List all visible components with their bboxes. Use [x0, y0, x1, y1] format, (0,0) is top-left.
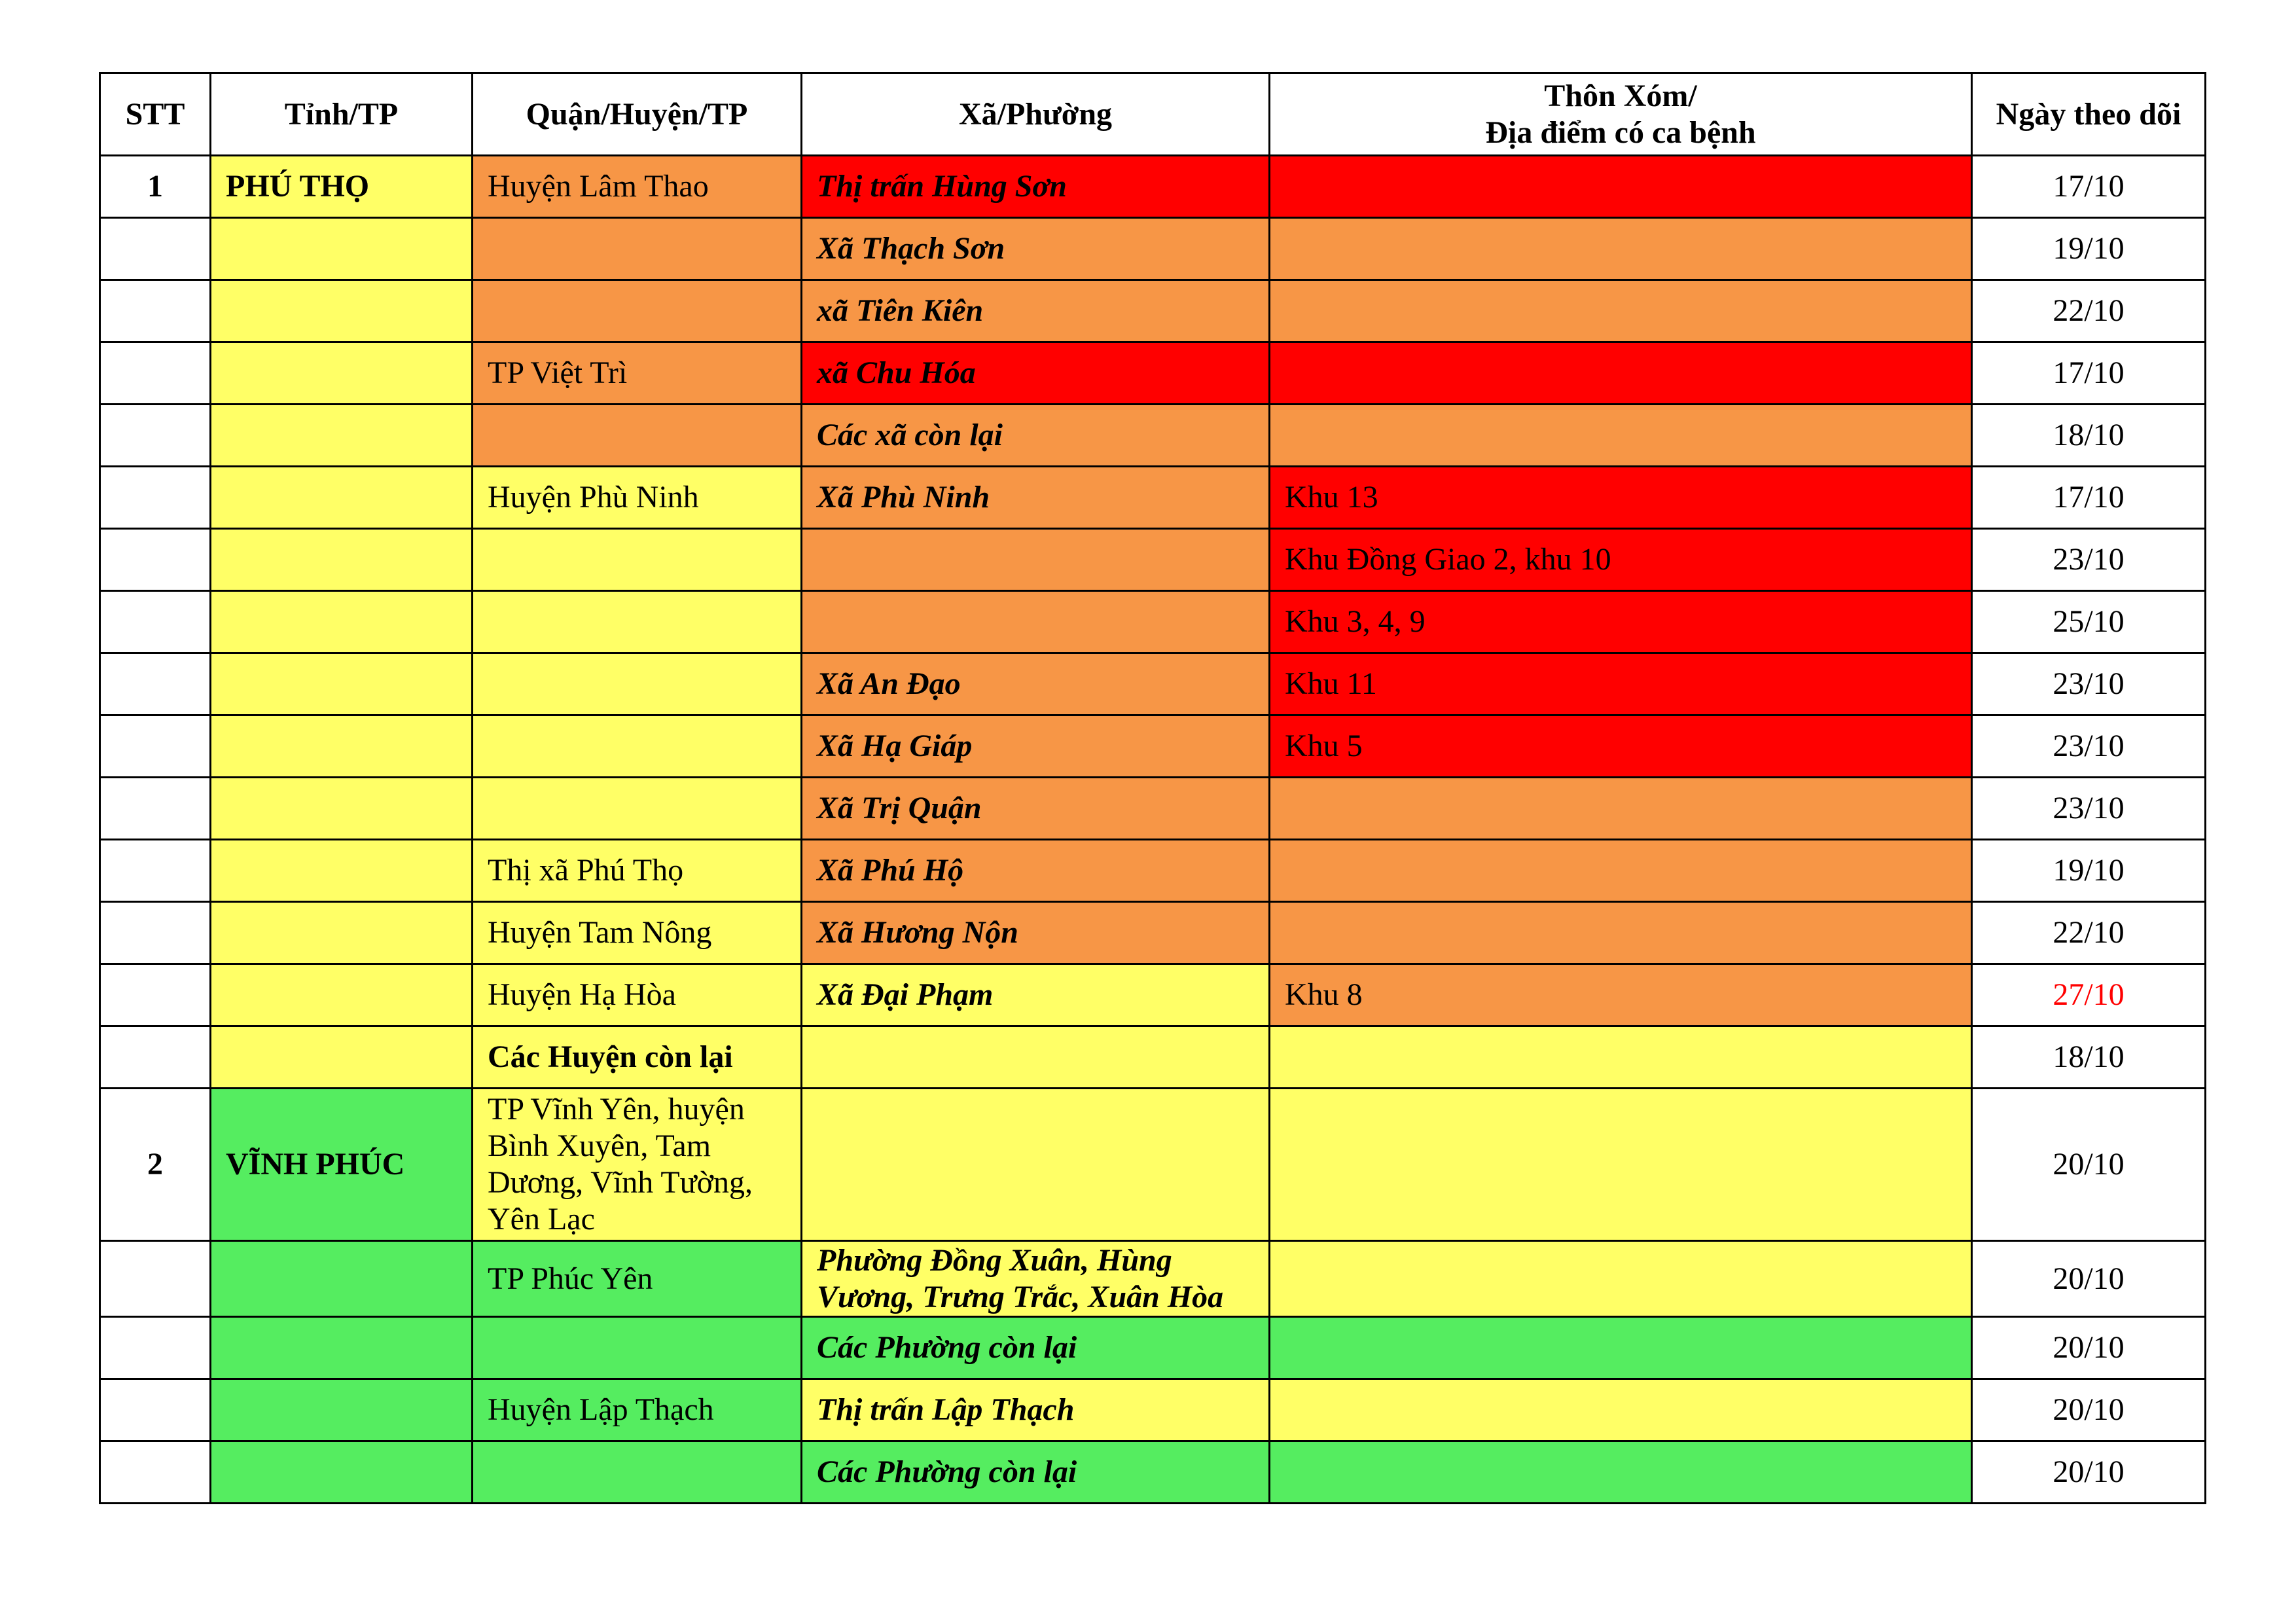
cell-date: 20/10 — [1972, 1441, 2206, 1504]
cell-province — [211, 715, 473, 778]
header-date: Ngày theo dõi — [1972, 73, 2206, 156]
cell-date: 20/10 — [1972, 1089, 2206, 1241]
cell-date: 19/10 — [1972, 218, 2206, 280]
cell-stt — [100, 715, 211, 778]
table-row — [100, 964, 2206, 1026]
header-ward: Xã/Phường — [802, 73, 1270, 156]
cell-province — [211, 778, 473, 840]
cell-district — [473, 280, 802, 342]
cell-stt — [100, 405, 211, 467]
cell-hamlet: Khu Đồng Giao 2, khu 10 — [1270, 529, 1972, 591]
cell-province — [211, 1026, 473, 1089]
cell-province — [211, 840, 473, 902]
cell-province — [211, 1317, 473, 1379]
cell-date: 19/10 — [1972, 840, 2206, 902]
cell-district — [473, 218, 802, 280]
cell-ward: Xã Thạch Sơn — [802, 218, 1270, 280]
cell-ward: Các xã còn lại — [802, 405, 1270, 467]
cell-hamlet — [1270, 1379, 1972, 1441]
cell-district: TP Việt Trì — [473, 342, 802, 405]
cell-ward — [802, 591, 1270, 653]
cell-ward — [802, 529, 1270, 591]
tracking-table — [99, 72, 2206, 1504]
cell-ward: Xã Phú Hộ — [802, 840, 1270, 902]
cell-stt — [100, 280, 211, 342]
cell-stt — [100, 964, 211, 1026]
cell-district: Huyện Hạ Hòa — [473, 964, 802, 1026]
cell-hamlet — [1270, 1089, 1972, 1241]
cell-ward: Xã An Đạo — [802, 653, 1270, 715]
cell-stt — [100, 1026, 211, 1089]
cell-province — [211, 964, 473, 1026]
header-row — [100, 73, 2206, 156]
cell-district: Huyện Lâm Thao — [473, 156, 802, 218]
cell-hamlet — [1270, 218, 1972, 280]
cell-province — [211, 1441, 473, 1504]
cell-district: Huyện Lập Thạch — [473, 1379, 802, 1441]
cell-stt: 1 — [100, 156, 211, 218]
cell-ward: Xã Hương Nộn — [802, 902, 1270, 964]
cell-hamlet — [1270, 1317, 1972, 1379]
cell-ward: Xã Phù Ninh — [802, 467, 1270, 529]
cell-hamlet — [1270, 342, 1972, 405]
cell-hamlet — [1270, 902, 1972, 964]
cell-date: 22/10 — [1972, 902, 2206, 964]
cell-district — [473, 653, 802, 715]
cell-date: 18/10 — [1972, 1026, 2206, 1089]
table-row — [100, 1441, 2206, 1504]
cell-hamlet — [1270, 1441, 1972, 1504]
cell-district — [473, 1441, 802, 1504]
cell-ward: Các Phường còn lại — [802, 1317, 1270, 1379]
cell-ward: Xã Hạ Giáp — [802, 715, 1270, 778]
cell-date: 23/10 — [1972, 529, 2206, 591]
cell-province — [211, 342, 473, 405]
cell-district — [473, 405, 802, 467]
cell-ward: Các Phường còn lại — [802, 1441, 1270, 1504]
cell-district — [473, 529, 802, 591]
table-row — [100, 529, 2206, 591]
table-row — [100, 653, 2206, 715]
cell-ward: xã Chu Hóa — [802, 342, 1270, 405]
cell-stt — [100, 902, 211, 964]
cell-stt — [100, 653, 211, 715]
cell-hamlet — [1270, 156, 1972, 218]
cell-district: Các Huyện còn lại — [473, 1026, 802, 1089]
cell-province — [211, 280, 473, 342]
cell-stt — [100, 1441, 211, 1504]
cell-ward: xã Tiên Kiên — [802, 280, 1270, 342]
cell-district: Huyện Tam Nông — [473, 902, 802, 964]
cell-province — [211, 405, 473, 467]
cell-ward: Thị trấn Hùng Sơn — [802, 156, 1270, 218]
table-row — [100, 1241, 2206, 1317]
cell-date: 25/10 — [1972, 591, 2206, 653]
cell-hamlet — [1270, 280, 1972, 342]
cell-district: TP Phúc Yên — [473, 1241, 802, 1317]
cell-province — [211, 1241, 473, 1317]
table-row — [100, 1379, 2206, 1441]
cell-hamlet: Khu 3, 4, 9 — [1270, 591, 1972, 653]
cell-district — [473, 591, 802, 653]
cell-province: PHÚ THỌ — [211, 156, 473, 218]
table-row — [100, 902, 2206, 964]
cell-stt — [100, 467, 211, 529]
cell-district — [473, 715, 802, 778]
cell-province — [211, 218, 473, 280]
cell-date: 20/10 — [1972, 1379, 2206, 1441]
cell-date: 23/10 — [1972, 778, 2206, 840]
cell-district — [473, 778, 802, 840]
cell-stt — [100, 778, 211, 840]
cell-hamlet: Khu 13 — [1270, 467, 1972, 529]
table-row — [100, 1317, 2206, 1379]
cell-date: 23/10 — [1972, 653, 2206, 715]
cell-province — [211, 467, 473, 529]
cell-province — [211, 653, 473, 715]
cell-ward: Xã Đại Phạm — [802, 964, 1270, 1026]
cell-province — [211, 591, 473, 653]
cell-stt — [100, 529, 211, 591]
header-province: Tỉnh/TP — [211, 73, 473, 156]
cell-hamlet: Khu 5 — [1270, 715, 1972, 778]
cell-date: 22/10 — [1972, 280, 2206, 342]
cell-date: 27/10 — [1972, 964, 2206, 1026]
table-row — [100, 1089, 2206, 1241]
table-row — [100, 778, 2206, 840]
cell-district — [473, 1317, 802, 1379]
cell-hamlet: Khu 8 — [1270, 964, 1972, 1026]
cell-hamlet — [1270, 840, 1972, 902]
cell-date: 17/10 — [1972, 342, 2206, 405]
cell-province — [211, 1379, 473, 1441]
table-row — [100, 840, 2206, 902]
header-district: Quận/Huyện/TP — [473, 73, 802, 156]
cell-stt: 2 — [100, 1089, 211, 1241]
cell-date: 20/10 — [1972, 1241, 2206, 1317]
cell-province: VĨNH PHÚC — [211, 1089, 473, 1241]
cell-stt — [100, 840, 211, 902]
cell-ward: Xã Trị Quận — [802, 778, 1270, 840]
cell-ward: Thị trấn Lập Thạch — [802, 1379, 1270, 1441]
cell-stt — [100, 218, 211, 280]
table-row — [100, 467, 2206, 529]
cell-stt — [100, 1317, 211, 1379]
cell-ward — [802, 1026, 1270, 1089]
cell-stt — [100, 1241, 211, 1317]
cell-date: 18/10 — [1972, 405, 2206, 467]
cell-hamlet — [1270, 778, 1972, 840]
cell-district: TP Vĩnh Yên, huyện Bình Xuyên, Tam Dương, Vĩnh Tường, Yên Lạc — [473, 1089, 802, 1241]
cell-hamlet — [1270, 1241, 1972, 1317]
table-row — [100, 280, 2206, 342]
cell-stt — [100, 591, 211, 653]
cell-date: 17/10 — [1972, 467, 2206, 529]
table-row — [100, 218, 2206, 280]
cell-date: 20/10 — [1972, 1317, 2206, 1379]
table-row — [100, 591, 2206, 653]
cell-date: 23/10 — [1972, 715, 2206, 778]
table-row — [100, 1026, 2206, 1089]
header-hamlet-line1: Thôn Xóm/ — [1544, 78, 1697, 113]
cell-province — [211, 529, 473, 591]
cell-ward: Phường Đồng Xuân, Hùng Vương, Trưng Trắc, Xuân Hòa — [802, 1241, 1270, 1317]
header-stt: STT — [100, 73, 211, 156]
cell-hamlet: Khu 11 — [1270, 653, 1972, 715]
table-row — [100, 405, 2206, 467]
table-row — [100, 156, 2206, 218]
cell-date: 17/10 — [1972, 156, 2206, 218]
table-row — [100, 715, 2206, 778]
cell-district: Thị xã Phú Thọ — [473, 840, 802, 902]
cell-ward — [802, 1089, 1270, 1241]
cell-hamlet — [1270, 405, 1972, 467]
cell-stt — [100, 1379, 211, 1441]
cell-stt — [100, 342, 211, 405]
cell-hamlet — [1270, 1026, 1972, 1089]
cell-province — [211, 902, 473, 964]
header-hamlet-line2: Địa điểm có ca bệnh — [1485, 115, 1756, 150]
table-row — [100, 342, 2206, 405]
cell-district: Huyện Phù Ninh — [473, 467, 802, 529]
header-hamlet — [1270, 73, 1972, 156]
